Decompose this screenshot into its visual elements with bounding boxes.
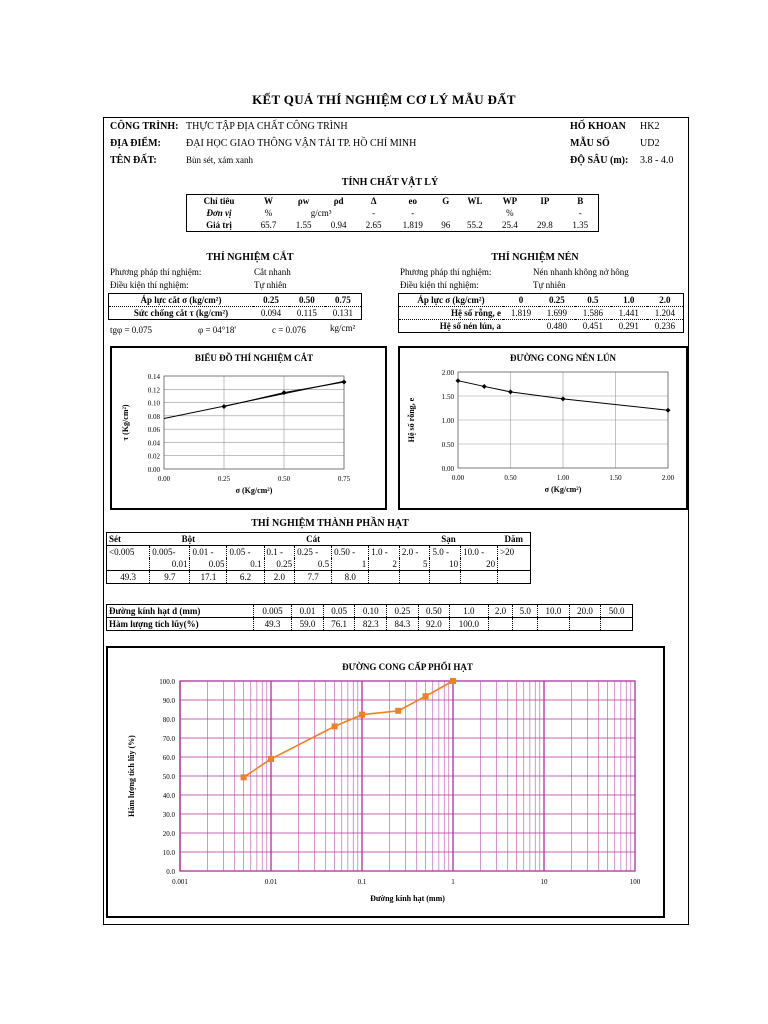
mau-so-label: MẪU SỐ <box>570 138 610 149</box>
grain-percent: 7.7 <box>295 571 332 584</box>
ho-khoan-value: HK2 <box>640 121 660 132</box>
value-cell: 0.94 <box>330 220 347 230</box>
consolidation-title: THÍ NGHIỆM NÉN <box>491 252 579 263</box>
diam-value: 0.10 <box>355 605 387 618</box>
cum-value: 92.0 <box>418 618 450 631</box>
mau-so-value: UD2 <box>640 138 660 149</box>
grain-range-bottom: 0.25 <box>264 558 295 571</box>
grain-range-top: <0.005 <box>107 546 150 559</box>
grain-range-top: 0.01 - <box>190 546 227 559</box>
grain-range-bottom <box>498 558 531 571</box>
consolidation-table <box>398 293 684 333</box>
cons-coef: 0.236 <box>654 321 675 331</box>
grain-cumulative-table <box>106 604 633 631</box>
grain-fraction-table <box>106 532 531 584</box>
x-tick-label: 1.50 <box>609 474 622 482</box>
cons-void-label: Hệ số rỗng, e <box>399 307 504 320</box>
diam-value: 0.005 <box>253 605 291 618</box>
x-tick-label: 1 <box>451 878 455 886</box>
data-point <box>423 693 429 699</box>
consolidation-chart-box <box>398 346 688 510</box>
grain-title: THÍ NGHIỆM THÀNH PHẦN HẠT <box>251 518 409 529</box>
y-tick-label: 90.0 <box>162 697 175 705</box>
unit-cell: % <box>264 208 273 218</box>
cons-pressure: 0 <box>503 294 539 307</box>
diam-value: 1.0 <box>450 605 488 618</box>
data-point <box>268 756 274 762</box>
y-tick-label: 2.00 <box>441 369 454 377</box>
y-tick-label: 0.00 <box>147 466 160 474</box>
y-tick-label: 50.0 <box>162 773 175 781</box>
x-tick-label: 0.25 <box>217 475 231 483</box>
group-bot: Bột <box>181 534 196 544</box>
cons-coef <box>503 320 539 333</box>
grain-range-top: 0.1 - <box>264 546 295 559</box>
cons-pressure: 2.0 <box>647 294 684 307</box>
grain-percent <box>430 571 461 584</box>
cum-value: 76.1 <box>323 618 355 631</box>
y-tick-label: 0.50 <box>441 441 454 449</box>
unit-cell: % <box>506 208 514 218</box>
grain-range-top: 0.005- <box>150 546 190 559</box>
group-sét: Sét <box>109 534 121 544</box>
grain-range-top: 0.50 - <box>332 546 369 559</box>
y-axis-label: Hàm lượng tích lũy (%) <box>127 735 136 817</box>
value-cell: 1.55 <box>295 220 312 230</box>
header-cell: W <box>264 196 274 206</box>
x-tick-label: 0.50 <box>504 474 517 482</box>
value-cell: 25.4 <box>501 220 518 230</box>
grain-percent: 2.0 <box>264 571 295 584</box>
data-point <box>482 384 487 389</box>
grain-range-top: 5.0 - <box>430 546 461 559</box>
diam-value: 5.0 <box>513 605 538 618</box>
diam-value: 0.25 <box>387 605 419 618</box>
y-tick-label: 0.08 <box>147 412 160 421</box>
header-cell: WP <box>502 196 518 206</box>
y-tick-label: 100.0 <box>159 678 175 686</box>
cum-value: 49.3 <box>253 618 291 631</box>
data-point <box>332 723 338 729</box>
cons-pressure: 1.0 <box>611 294 647 307</box>
header-cell: Δ <box>370 196 377 206</box>
cum-value: 82.3 <box>355 618 387 631</box>
x-tick-label: 0.001 <box>172 878 188 886</box>
data-point <box>241 774 247 780</box>
header-cell: eo <box>408 196 417 206</box>
grain-percent: 6.2 <box>227 571 264 584</box>
series-line <box>244 681 453 777</box>
do-sau-value: 3.8 - 4.0 <box>640 155 674 166</box>
cum-value: 84.3 <box>387 618 419 631</box>
plot-area <box>164 376 344 469</box>
cons-coef: 0.480 <box>546 321 568 331</box>
unit-cell: - <box>372 208 376 218</box>
x-tick-label: 0.50 <box>277 475 291 483</box>
data-point <box>450 678 456 684</box>
y-tick-label: 0.00 <box>441 465 454 473</box>
y-tick-label: 40.0 <box>162 792 175 800</box>
x-axis-label: σ (Kg/cm²) <box>544 485 582 494</box>
ten-dat-label: TÊN ĐẤT: <box>110 155 157 166</box>
value-cell: 96 <box>441 220 451 230</box>
diam-value: 10.0 <box>538 605 570 618</box>
grain-range-top: 0.05 - <box>227 546 264 559</box>
cons-void: 1.441 <box>611 307 647 320</box>
value-cell: 65.7 <box>260 220 277 230</box>
grain-range-bottom: 1 <box>332 558 369 571</box>
grain-percent <box>461 571 498 584</box>
physical-title: TÍNH CHẤT VẬT LÝ <box>341 177 439 188</box>
data-point <box>456 378 461 383</box>
group-cat: Cát <box>306 534 321 544</box>
diam-value: 2.0 <box>488 605 513 618</box>
y-tick-label: 10.0 <box>162 849 175 857</box>
y-tick-label: 0.04 <box>147 439 160 448</box>
y-tick-label: 20.0 <box>162 830 175 838</box>
value-cell: 1.819 <box>402 220 423 230</box>
shear-resistance: 0.094 <box>260 308 282 318</box>
consolidation-chart <box>400 348 686 508</box>
shear-pressure-label: Áp lực cắt σ (kg/cm²) <box>109 294 254 307</box>
cons-method: Nén nhanh không nở hông <box>533 267 629 277</box>
shear-resistance-label: Sức chống cắt τ (kg/cm²) <box>133 308 229 318</box>
cum-value <box>538 618 570 631</box>
shear-resistance: 0.131 <box>332 308 353 318</box>
shear-table <box>108 293 362 320</box>
y-tick-label: 1.00 <box>441 417 454 425</box>
x-tick-label: 0.1 <box>357 878 367 886</box>
grading-chart-box <box>106 646 665 918</box>
diam-value: 0.50 <box>418 605 450 618</box>
grain-range-top: 2.0 - <box>399 546 430 559</box>
shear-title: THÍ NGHIỆM CẮT <box>206 252 294 263</box>
y-tick-label: 0.02 <box>147 452 160 461</box>
cons-pressure-label: Áp lực σ (kg/cm²) <box>399 294 504 307</box>
cons-void: 1.204 <box>647 307 684 320</box>
x-tick-label: 100 <box>629 878 641 886</box>
physical-table <box>186 194 599 232</box>
shear-pressure: 0.75 <box>325 294 362 307</box>
cum-value <box>513 618 538 631</box>
grain-range-top: 10.0 - <box>461 546 498 559</box>
cum-value <box>601 618 633 631</box>
x-tick-label: 0.00 <box>157 475 171 483</box>
cum-label: Hàm lượng tích lũy(%) <box>109 619 199 629</box>
grain-range-bottom: 0.01 <box>150 558 190 571</box>
diam-label: Đường kính hạt d (mm) <box>109 606 201 616</box>
row-label: Đơn vị <box>206 208 232 218</box>
y-tick-label: 1.50 <box>441 393 454 401</box>
x-tick-label: 0.01 <box>264 878 278 886</box>
grain-percent: 49.3 <box>107 571 150 584</box>
shear-method-label: Phương pháp thí nghiệm: <box>110 267 202 277</box>
unit-cell: - <box>578 208 582 218</box>
group-dam: Dăm <box>504 534 524 544</box>
data-point <box>395 708 401 714</box>
y-axis-label: τ (Kg/cm²) <box>121 404 130 441</box>
y-axis-label: Hệ số rỗng, e <box>407 397 416 443</box>
grain-range-bottom: 0.1 <box>227 558 264 571</box>
y-tick-label: 0.10 <box>147 399 160 408</box>
cons-pressure: 0.5 <box>575 294 611 307</box>
shear-pressure: 0.25 <box>253 294 289 307</box>
cons-condition-label: Điều kiện thí nghiệm: <box>400 280 479 290</box>
cons-coef: 0.451 <box>582 321 603 331</box>
x-axis-label: σ (Kg/cm²) <box>235 486 273 495</box>
diam-value: 50.0 <box>601 605 633 618</box>
grain-percent <box>498 571 531 584</box>
cons-void: 1.586 <box>575 307 611 320</box>
ten-dat-value: Bùn sét, xám xanh <box>186 155 253 165</box>
shear-condition: Tự nhiên <box>254 280 287 290</box>
grain-range-top: 0.25 - <box>295 546 332 559</box>
row-label: Giá trị <box>206 220 232 230</box>
data-point <box>508 389 513 394</box>
cons-pressure: 0.25 <box>539 294 575 307</box>
grain-percent <box>399 571 430 584</box>
cons-coef-label: Hệ số nén lún, a <box>439 321 501 331</box>
shear-tg: tgφ = 0.075 <box>110 325 153 335</box>
row-label: Chỉ tiêu <box>203 196 235 206</box>
x-tick-label: 0.00 <box>451 474 465 482</box>
header-cell: WL <box>467 196 483 206</box>
shear-resistance: 0.115 <box>296 308 317 318</box>
grain-range-top: 1.0 - <box>369 546 400 559</box>
cum-value: 100.0 <box>450 618 488 631</box>
dia-diem-label: ĐỊA ĐIỂM: <box>110 138 161 149</box>
group-san: Sạn <box>441 534 456 544</box>
chart-title: ĐƯỜNG CONG CẤP PHỐI HẠT <box>342 662 473 672</box>
cum-value <box>569 618 601 631</box>
x-axis-label: Đường kính hạt (mm) <box>370 894 445 903</box>
shear-condition-label: Điều kiện thí nghiệm: <box>110 280 189 290</box>
cum-value <box>488 618 513 631</box>
diam-value: 0.05 <box>323 605 355 618</box>
value-cell: 2.65 <box>365 220 382 230</box>
grain-percent: 17.1 <box>190 571 227 584</box>
header-cell: G <box>442 196 450 206</box>
header-cell: B <box>577 196 584 206</box>
chart-title: BIỂU ĐỒ THÍ NGHIỆM CẮT <box>194 353 314 363</box>
grain-range-bottom: 0.05 <box>190 558 227 571</box>
cons-method-label: Phương pháp thí nghiệm: <box>400 267 492 277</box>
shear-c: c = 0.076 <box>272 325 306 335</box>
dia-diem-value: ĐẠI HỌC GIAO THÔNG VẬN TẢI TP. HỒ CHÍ MINH <box>186 138 417 149</box>
grain-range-bottom: 2 <box>369 558 400 571</box>
diam-value: 0.01 <box>292 605 324 618</box>
diam-value: 20.0 <box>569 605 601 618</box>
y-tick-label: 30.0 <box>162 811 175 819</box>
grain-range-bottom: 10 <box>430 558 461 571</box>
header-cell: IP <box>540 196 550 206</box>
data-point <box>561 396 566 401</box>
series-line <box>164 381 344 418</box>
y-tick-label: 0.14 <box>147 373 160 381</box>
value-cell: 29.8 <box>537 220 553 230</box>
grain-range-bottom: 5 <box>399 558 430 571</box>
shear-method: Cắt nhanh <box>254 267 291 277</box>
y-tick-label: 0.0 <box>166 868 175 876</box>
shear-c-unit: kg/cm² <box>330 323 356 333</box>
grading-chart <box>108 648 663 916</box>
x-tick-label: 0.75 <box>337 475 351 483</box>
grain-percent: 8.0 <box>332 571 369 584</box>
cons-condition: Tự nhiên <box>533 280 566 290</box>
y-tick-label: 0.12 <box>147 386 160 395</box>
shear-pressure: 0.50 <box>289 294 325 307</box>
page-title: KẾT QUẢ THÍ NGHIỆM CƠ LÝ MẪU ĐẤT <box>252 92 516 107</box>
cong-trinh-label: CÔNG TRÌNH: <box>110 121 179 132</box>
x-tick-label: 10 <box>540 878 548 886</box>
unit-cell: - <box>411 208 415 218</box>
unit-cell: g/cm³ <box>310 208 332 218</box>
cons-void: 1.699 <box>539 307 575 320</box>
ho-khoan-label: HỐ KHOAN <box>570 121 626 132</box>
y-tick-label: 60.0 <box>162 754 175 762</box>
y-tick-label: 0.06 <box>147 426 160 435</box>
cong-trinh-value: THỰC TẬP ĐỊA CHẤT CÔNG TRÌNH <box>186 121 348 132</box>
cum-value: 59.0 <box>292 618 324 631</box>
grain-range-bottom: 0.5 <box>295 558 332 571</box>
y-tick-label: 70.0 <box>162 735 175 743</box>
grain-range-top: >20 <box>498 546 531 559</box>
grain-percent <box>369 571 400 584</box>
value-cell: 55.2 <box>466 220 483 230</box>
shear-chart <box>112 348 385 508</box>
data-point <box>666 408 671 413</box>
cons-void: 1.819 <box>503 307 539 320</box>
grain-range-bottom: 20 <box>461 558 498 571</box>
chart-title: ĐƯỜNG CONG NÉN LÚN <box>510 353 616 363</box>
data-point <box>359 712 365 718</box>
shear-chart-box <box>110 346 387 510</box>
x-tick-label: 1.00 <box>556 474 570 482</box>
value-cell: 1.35 <box>572 220 589 230</box>
shear-phi: φ = 04°18' <box>198 325 236 335</box>
cons-coef: 0.291 <box>618 321 639 331</box>
grain-percent: 9.7 <box>150 571 190 584</box>
header-cell: ρd <box>333 196 344 206</box>
y-tick-label: 80.0 <box>162 716 175 724</box>
header-cell: ρw <box>297 196 310 206</box>
do-sau-label: ĐỘ SÂU (m): <box>570 155 629 166</box>
grain-range-bottom <box>107 558 150 571</box>
x-tick-label: 2.00 <box>661 474 675 482</box>
